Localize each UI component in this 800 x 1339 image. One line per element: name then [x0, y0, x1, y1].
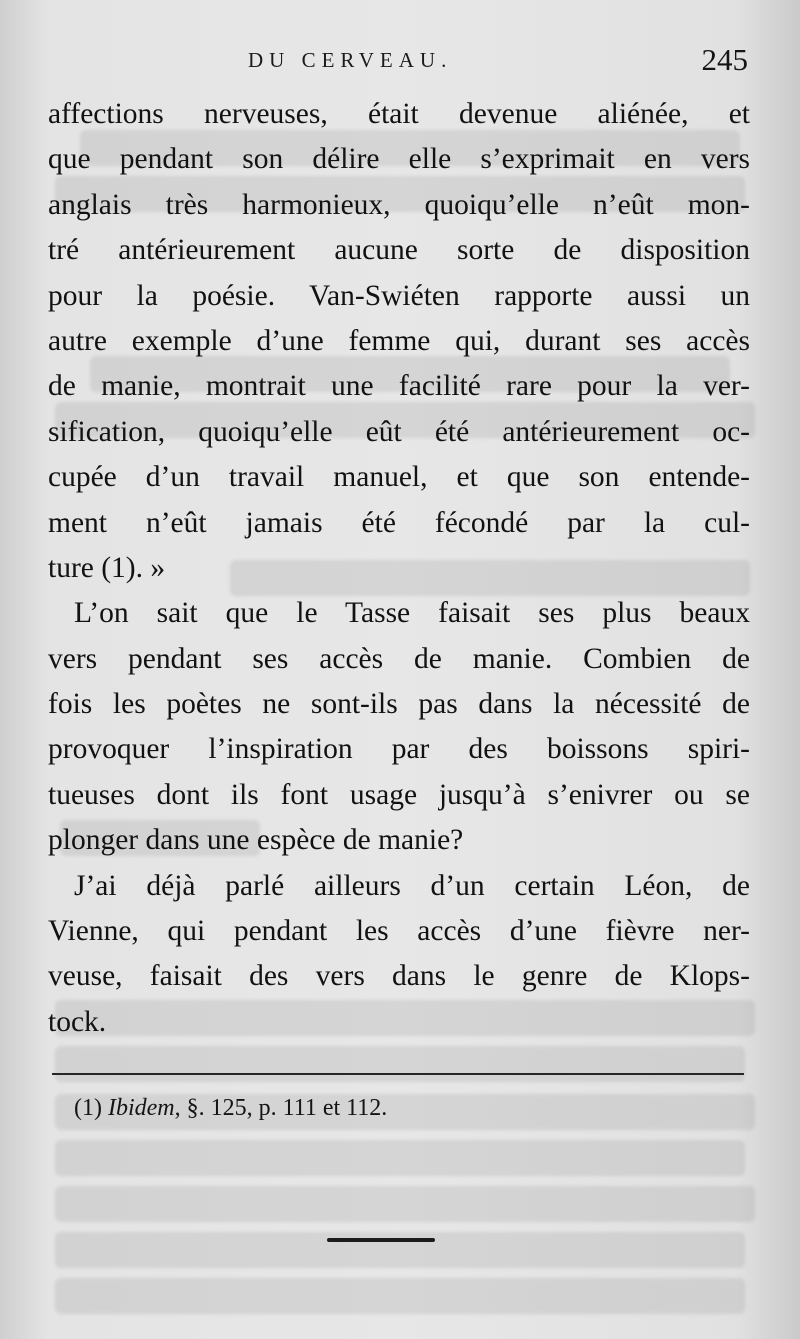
- footnote-marker: (1): [74, 1095, 108, 1121]
- text-line: tueuses dont ils font usage jusqu’à s’enivrer ou se: [48, 778, 750, 811]
- text-line: de manie, montrait une facilité rare pour la ver-: [48, 370, 750, 403]
- text-line: veuse, faisait des vers dans le genre de Klops-: [48, 960, 750, 993]
- footnote-reference: , §. 125, p. 111 et 112.: [174, 1095, 388, 1121]
- paragraph-start-line: L’on sait que le Tasse faisait ses plus beaux: [74, 597, 750, 630]
- text-line: que pendant son délire elle s’exprimait en vers: [48, 143, 750, 176]
- text-line: ment n’eût jamais été fécondé par la cul-: [48, 506, 750, 539]
- footnote-rule: [52, 1073, 744, 1075]
- end-ornament-rule: [327, 1238, 435, 1242]
- text-line: Vienne, qui pendant les accès d’une fièvre ner-: [48, 915, 750, 948]
- text-line: autre exemple d’une femme qui, durant ses accès: [48, 324, 750, 357]
- text-line: vers pendant ses accès de manie. Combien de: [48, 642, 750, 675]
- text-line: tock.: [48, 1005, 107, 1038]
- paragraph-start-line: J’ai déjà parlé ailleurs d’un certain Léon, de: [74, 869, 750, 902]
- text-line: affections nerveuses, était devenue aliénée, et: [48, 98, 750, 130]
- text-line: cupée d’un travail manuel, et que son entende-: [48, 461, 750, 494]
- text-line: sification, quoiqu’elle eût été antérieurement oc-: [48, 415, 750, 448]
- text-line: provoquer l’inspiration par des boissons spiri-: [48, 733, 750, 766]
- text-line: ture (1). »: [48, 551, 166, 584]
- page-number: 245: [701, 42, 748, 77]
- text-line: plonger dans une espèce de manie?: [48, 824, 464, 857]
- text-line: fois les poètes ne sont-ils pas dans la nécessité de: [48, 688, 750, 721]
- running-head-title: DU CERVEAU.: [248, 48, 453, 72]
- body-text: [48, 92, 750, 1045]
- text-line: tré antérieurement aucune sorte de disposition: [48, 234, 750, 267]
- footnote: [74, 1095, 387, 1122]
- text-line: pour la poésie. Van-Swiéten rapporte aussi un: [48, 279, 750, 312]
- footnote-title: Ibidem: [107, 1095, 175, 1121]
- text-line: anglais très harmonieux, quoiqu’elle n’eût mon-: [48, 188, 750, 221]
- running-head: [0, 42, 800, 82]
